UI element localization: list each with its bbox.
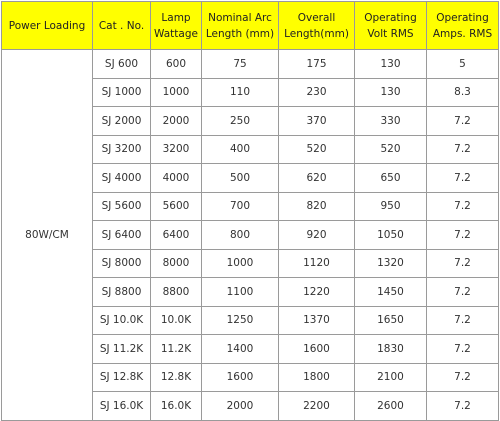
volt-cell: 330 [355,107,427,136]
arc-length-cell: 1250 [202,306,279,335]
volt-cell: 130 [355,50,427,79]
cat-no-cell: SJ 12.8K [93,363,151,392]
amps-cell: 7.2 [427,135,499,164]
amps-cell: 8.3 [427,78,499,107]
arc-length-cell: 1000 [202,249,279,278]
cat-no-cell: SJ 600 [93,50,151,79]
volt-cell: 1050 [355,221,427,250]
lamp-wattage-cell: 11.2K [151,335,202,364]
volt-cell: 1450 [355,278,427,307]
amps-cell: 7.2 [427,221,499,250]
cat-no-cell: SJ 2000 [93,107,151,136]
overall-length-cell: 920 [279,221,355,250]
lamp-wattage-cell: 3200 [151,135,202,164]
overall-length-cell: 1120 [279,249,355,278]
amps-cell: 7.2 [427,335,499,364]
arc-length-cell: 110 [202,78,279,107]
amps-cell: 7.2 [427,363,499,392]
lamp-wattage-cell: 6400 [151,221,202,250]
volt-cell: 520 [355,135,427,164]
arc-length-cell: 1400 [202,335,279,364]
arc-length-cell: 75 [202,50,279,79]
cat-no-cell: SJ 4000 [93,164,151,193]
overall-length-cell: 230 [279,78,355,107]
lamp-wattage-cell: 8000 [151,249,202,278]
header-operating-volt: Operating Volt RMS [355,2,427,50]
overall-length-cell: 1600 [279,335,355,364]
overall-length-cell: 820 [279,192,355,221]
header-overall-length: Overall Length(mm) [279,2,355,50]
arc-length-cell: 400 [202,135,279,164]
lamp-wattage-cell: 5600 [151,192,202,221]
amps-cell: 7.2 [427,192,499,221]
lamp-wattage-cell: 1000 [151,78,202,107]
cat-no-cell: SJ 5600 [93,192,151,221]
overall-length-cell: 1370 [279,306,355,335]
overall-length-cell: 2200 [279,392,355,421]
overall-length-cell: 620 [279,164,355,193]
amps-cell: 5 [427,50,499,79]
table-row [2,50,499,79]
amps-cell: 7.2 [427,107,499,136]
table-body [2,50,499,421]
overall-length-cell: 370 [279,107,355,136]
cat-no-cell: SJ 8800 [93,278,151,307]
header-nominal-arc-length: Nominal Arc Length (mm) [202,2,279,50]
arc-length-cell: 500 [202,164,279,193]
power-loading-group-cell: 80W/CM [2,50,93,421]
arc-length-cell: 700 [202,192,279,221]
lamp-wattage-cell: 8800 [151,278,202,307]
volt-cell: 650 [355,164,427,193]
cat-no-cell: SJ 16.0K [93,392,151,421]
volt-cell: 950 [355,192,427,221]
lamp-spec-table [1,1,499,421]
volt-cell: 1320 [355,249,427,278]
header-lamp-wattage: Lamp Wattage [151,2,202,50]
header-operating-amps: Operating Amps. RMS [427,2,499,50]
lamp-wattage-cell: 10.0K [151,306,202,335]
volt-cell: 130 [355,78,427,107]
arc-length-cell: 1100 [202,278,279,307]
lamp-wattage-cell: 600 [151,50,202,79]
lamp-wattage-cell: 12.8K [151,363,202,392]
arc-length-cell: 2000 [202,392,279,421]
header-row [2,2,499,50]
volt-cell: 2600 [355,392,427,421]
arc-length-cell: 800 [202,221,279,250]
cat-no-cell: SJ 10.0K [93,306,151,335]
lamp-wattage-cell: 4000 [151,164,202,193]
lamp-wattage-cell: 16.0K [151,392,202,421]
cat-no-cell: SJ 11.2K [93,335,151,364]
header-power-loading: Power Loading [2,2,93,50]
amps-cell: 7.2 [427,392,499,421]
cat-no-cell: SJ 3200 [93,135,151,164]
header-cat-no: Cat . No. [93,2,151,50]
cat-no-cell: SJ 6400 [93,221,151,250]
amps-cell: 7.2 [427,306,499,335]
arc-length-cell: 250 [202,107,279,136]
lamp-wattage-cell: 2000 [151,107,202,136]
amps-cell: 7.2 [427,249,499,278]
overall-length-cell: 1800 [279,363,355,392]
cat-no-cell: SJ 8000 [93,249,151,278]
volt-cell: 1830 [355,335,427,364]
volt-cell: 2100 [355,363,427,392]
amps-cell: 7.2 [427,278,499,307]
overall-length-cell: 520 [279,135,355,164]
volt-cell: 1650 [355,306,427,335]
overall-length-cell: 175 [279,50,355,79]
cat-no-cell: SJ 1000 [93,78,151,107]
amps-cell: 7.2 [427,164,499,193]
overall-length-cell: 1220 [279,278,355,307]
arc-length-cell: 1600 [202,363,279,392]
